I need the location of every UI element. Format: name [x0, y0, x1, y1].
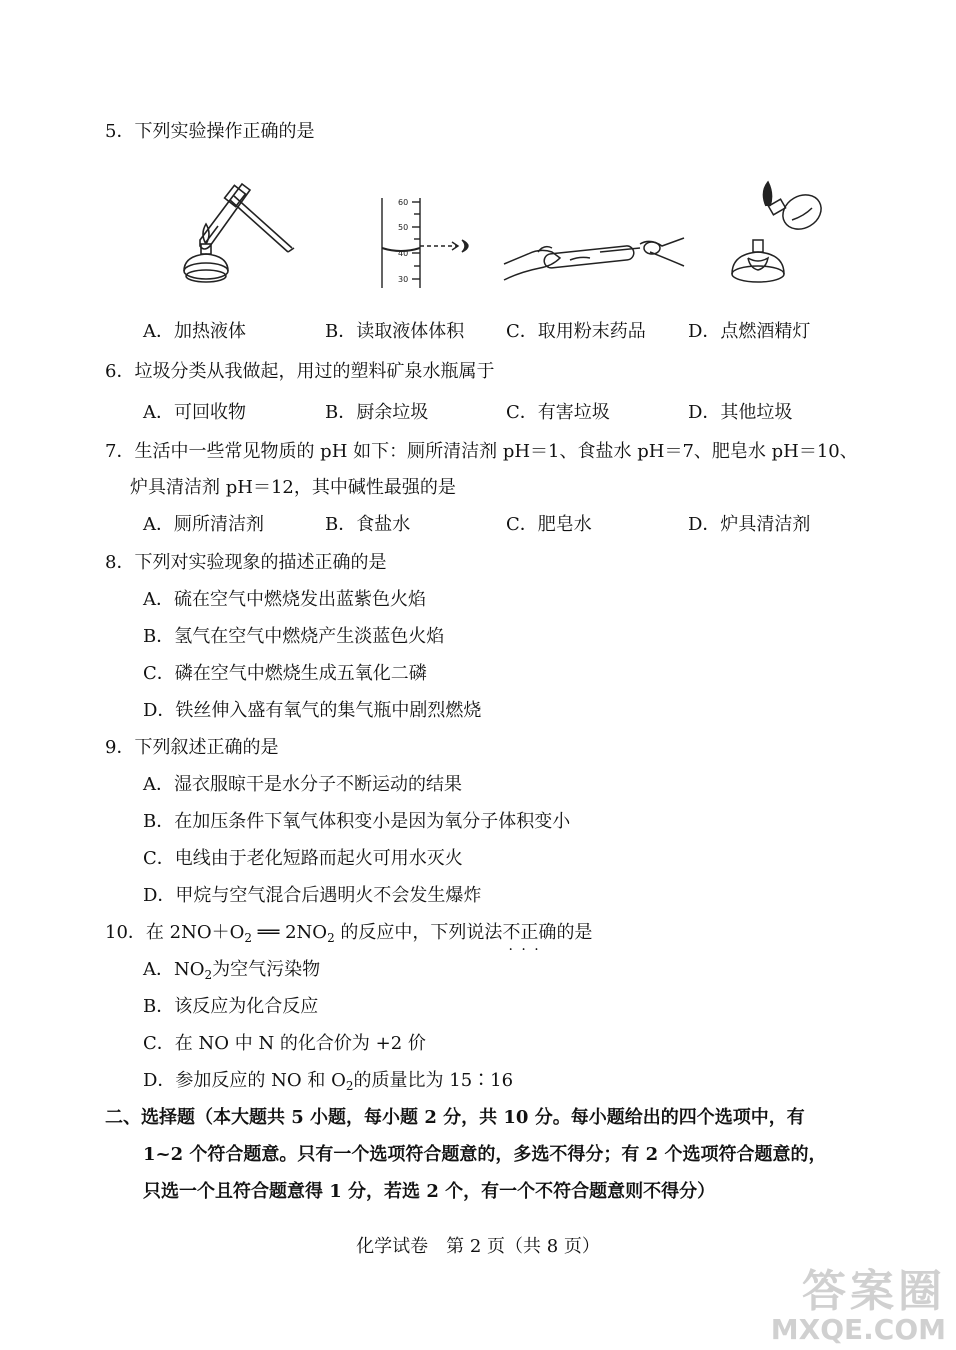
q6-stem: 6．垃圾分类从我做起，用过的塑料矿泉水瓶属于	[105, 361, 495, 382]
q7-option-c: C．肥皂水	[506, 514, 592, 535]
q10-stem-text: 的反应中，下列说法	[334, 922, 503, 943]
q5-option-d: D．点燃酒精灯	[688, 321, 811, 342]
cylinder-tick-50: 50	[398, 223, 409, 232]
q10-option-a-pre: A．NO	[143, 959, 205, 980]
figure-powder-reagent	[500, 168, 690, 293]
figure-heating-liquid	[170, 168, 310, 293]
watermark-top: 答案圈	[802, 1266, 946, 1317]
q8-option-c: C．磷在空气中燃烧生成五氧化二磷	[143, 663, 427, 684]
q7-option-d: D．炉具清洁剂	[688, 514, 811, 535]
q10-option-d-sub: 2	[345, 1079, 354, 1093]
q6-option-b: B．厨余垃圾	[325, 402, 429, 423]
q7-option-b: B．食盐水	[325, 514, 411, 535]
q6-option-a: A．可回收物	[143, 402, 246, 423]
q9-option-a: A．湿衣服晾干是水分子不断运动的结果	[143, 774, 462, 795]
q10-stem	[105, 921, 592, 945]
q6-option-d: D．其他垃圾	[688, 402, 793, 423]
q10-option-b: B．该反应为化合反应	[143, 996, 319, 1017]
section2-heading-line3: 只选一个且符合题意得 1 分，若选 2 个，有一个不符合题意则不得分）	[143, 1181, 716, 1202]
q10-option-c: C．在 NO 中 N 的化合价为 +2 价	[143, 1033, 426, 1054]
q10-option-d-post: 的质量比为 15∶16	[353, 1070, 514, 1091]
q8-option-b: B．氢气在空气中燃烧产生淡蓝色火焰	[143, 626, 445, 647]
q10-emphasis: 不正确 · · ·	[502, 922, 556, 943]
q7-stem-line2: 炉具清洁剂 pH＝12，其中碱性最强的是	[130, 477, 456, 498]
q8-stem: 8．下列对实验现象的描述正确的是	[105, 552, 387, 573]
q9-option-c: C．电线由于老化短路而起火可用水灭火	[143, 848, 463, 869]
q10-stem-end: 的是	[556, 922, 593, 943]
cylinder-tick-30: 30	[398, 275, 409, 284]
figure-alcohol-lamp	[722, 168, 832, 293]
q8-option-d: D．铁丝伸入盛有氧气的集气瓶中剧烈燃烧	[143, 700, 482, 721]
q5-stem: 5．下列实验操作正确的是	[105, 121, 315, 142]
section2-heading-line2: 1~2 个符合题意。只有一个选项符合题意的，多选不得分；有 2 个选项符合题意的，	[143, 1144, 827, 1165]
page-footer: 化学试卷 第 2 页（共 8 页）	[356, 1236, 600, 1257]
q5-option-b: B．读取液体体积	[325, 321, 465, 342]
q7-stem-line1: 7．生活中一些常见物质的 pH 如下：厕所清洁剂 pH＝1、食盐水 pH＝7、肥皂水 pH＝10、	[105, 441, 858, 462]
figure-graduated-cylinder	[370, 168, 490, 293]
q9-option-b: B．在加压条件下氧气体积变小是因为氧分子体积变小	[143, 811, 571, 832]
q7-option-a: A．厕所清洁剂	[143, 514, 264, 535]
watermark	[771, 1255, 946, 1346]
q10-sub-o2: 2	[244, 931, 252, 945]
q5-option-c: C．取用粉末药品	[506, 321, 646, 342]
q10-option-a-sub: 2	[204, 968, 213, 982]
q10-number: 10．	[105, 922, 146, 943]
q5-option-a: A．加热液体	[143, 321, 246, 342]
q10-option-a	[143, 958, 320, 982]
q10-option-a-post: 为空气污染物	[212, 959, 321, 980]
q8-option-a: A．硫在空气中燃烧发出蓝紫色火焰	[143, 589, 426, 610]
cylinder-tick-40: 40	[398, 249, 409, 258]
watermark-bottom: MXQE.COM	[770, 1313, 946, 1346]
q10-sub-no2: 2	[327, 931, 335, 945]
cylinder-tick-60: 60	[398, 198, 409, 207]
q10-equation-mid: ══ 2NO	[251, 922, 328, 943]
q10-option-d-pre: D．参加反应的 NO 和 O	[143, 1070, 346, 1091]
q6-option-c: C．有害垃圾	[506, 402, 610, 423]
q9-option-d: D．甲烷与空气混合后遇明火不会发生爆炸	[143, 885, 482, 906]
section2-heading-line1: 二、选择题（本大题共 5 小题，每小题 2 分，共 10 分。每小题给出的四个选项中，有	[105, 1107, 805, 1128]
q9-stem: 9．下列叙述正确的是	[105, 737, 279, 758]
q10-option-d	[143, 1069, 513, 1093]
q10-equation-pre: 在 2NO＋O	[145, 922, 245, 943]
